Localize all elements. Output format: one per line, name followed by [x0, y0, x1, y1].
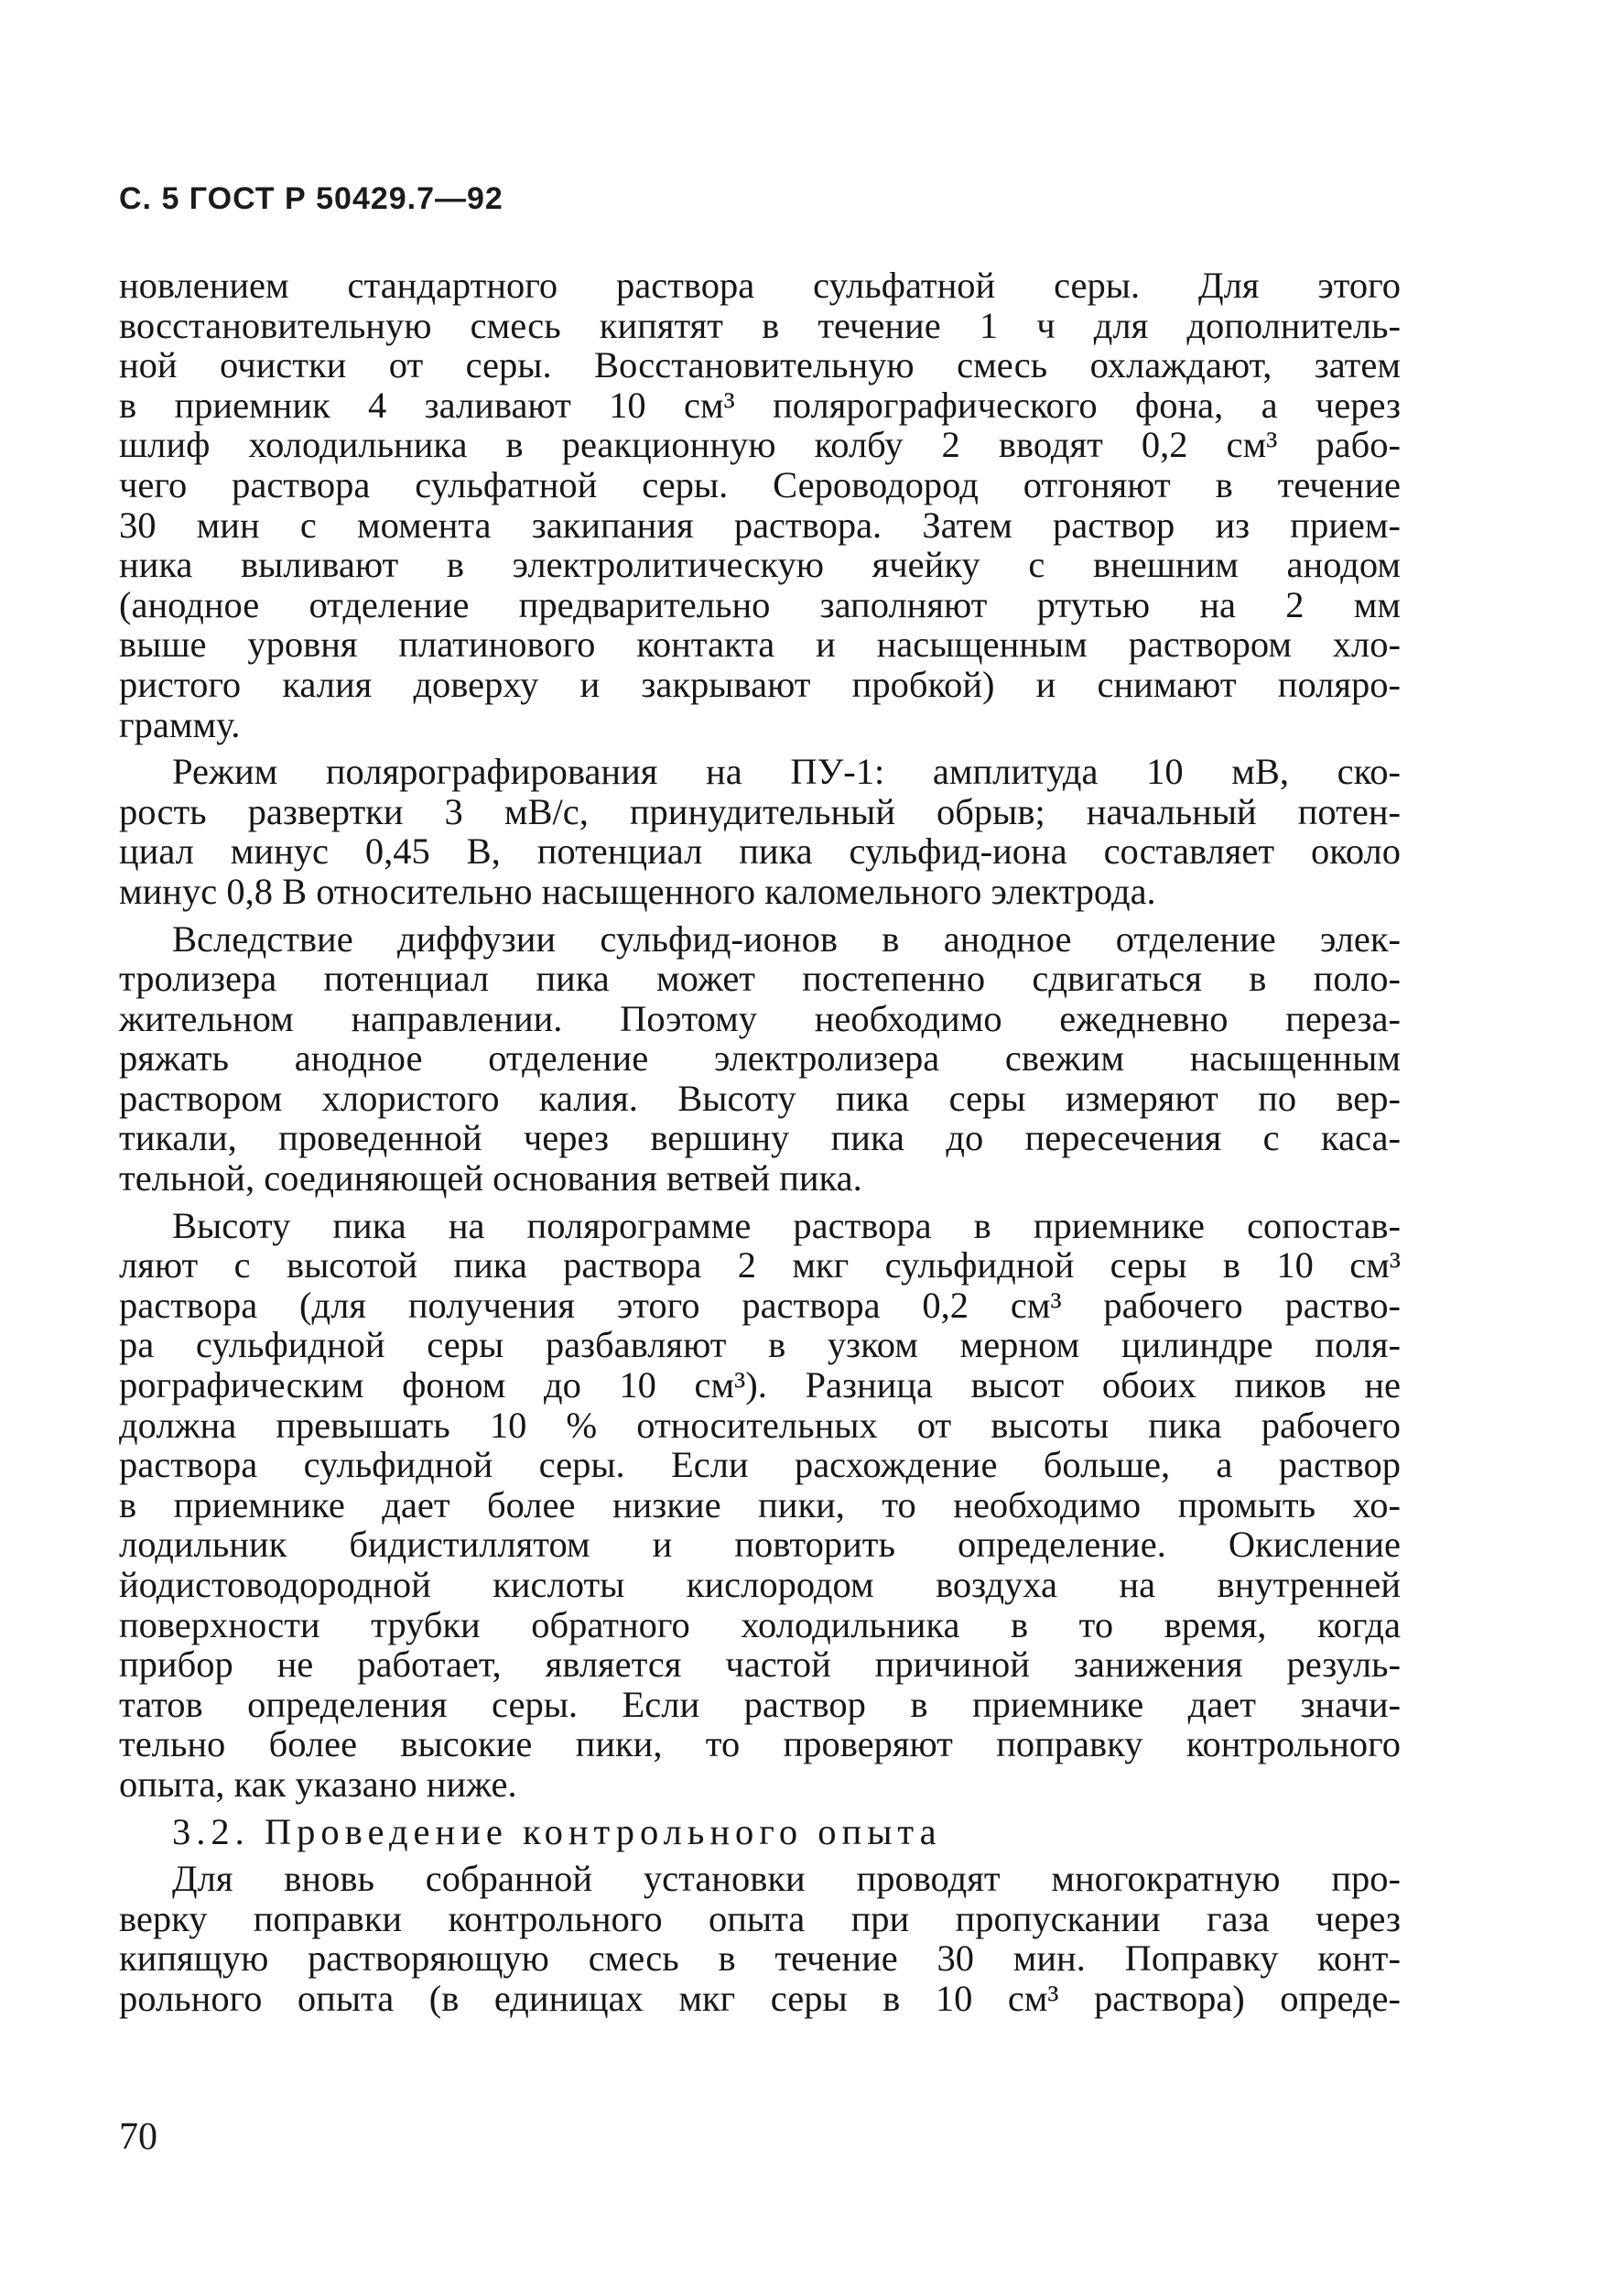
text-line: ра сульфидной серы разбавляют в узком мерном цилиндре поля-	[119, 1324, 1401, 1366]
text-line: ляют с высотой пика раствора 2 мкг сульфидной серы в 10 см³	[119, 1244, 1401, 1286]
text-line: раствором хлористого калия. Высоту пика серы измеряют по вер-	[119, 1077, 1401, 1119]
body-text	[119, 266, 1401, 2019]
text-line: жительном направлении. Поэтому необходимо ежедневно переза-	[119, 997, 1401, 1039]
text-line: должна превышать 10 % относительных от высоты пика рабочего	[119, 1404, 1401, 1446]
text-line: восстановительную смесь кипятят в течение 1 ч для дополнитель-	[119, 304, 1401, 346]
text-line: Для вновь собранной установки проводят многократную про-	[172, 1858, 1401, 1900]
text-line: циал минус 0,45 В, потенциал пика сульфид-иона составляет около	[119, 830, 1401, 873]
text-line: чего раствора сульфатной серы. Сероводород отгоняют в течение	[119, 463, 1401, 505]
page-number: 70	[119, 2116, 157, 2158]
paragraph-4	[119, 1206, 1401, 1805]
section-heading-text: 3.2. Проведение контрольного опыта	[172, 1810, 942, 1852]
text-line: рографическим фоном до 10 см³). Разница высот обоих пиков не	[119, 1364, 1401, 1406]
text-line: ной очистки от серы. Восстановительную смесь охлаждают, затем	[119, 344, 1401, 386]
text-line: минус 0,8 В относительно насыщенного каломельного электрода.	[119, 870, 1156, 912]
text-line: лодильник бидистиллятом и повторить определение. Окисление	[119, 1524, 1401, 1566]
text-line: Вследствие диффузии сульфид-ионов в анодное отделение элек-	[172, 917, 1401, 960]
text-line: тролизера потенциал пика может постепенно сдвигаться в поло-	[119, 958, 1401, 1000]
text-line: рольного опыта (в единицах мкг серы в 10 см³ раствора) опреде-	[119, 1977, 1401, 2019]
text-line: в приемнике дает более низкие пики, то необходимо промыть хо-	[119, 1483, 1401, 1525]
paragraph-5	[119, 1859, 1401, 2018]
page-header: С. 5 ГОСТ Р 50429.7—92	[119, 181, 503, 216]
text-line: ристого калия доверху и закрывают пробкой) и снимают поляро-	[119, 663, 1401, 705]
text-line: выше уровня платинового контакта и насыщенным раствором хло-	[119, 624, 1401, 666]
text-line: верку поправки контрольного опыта при пропускании газа через	[119, 1897, 1401, 1939]
text-line: новлением стандартного раствора сульфатной серы. Для этого	[119, 265, 1401, 306]
text-line: (анодное отделение предварительно заполняют ртутью на 2 мм	[119, 583, 1401, 625]
text-line: поверхности трубки обратного холодильника в то время, когда	[119, 1603, 1401, 1645]
text-line: тельно более высокие пики, то проверяют поправку контрольного	[119, 1723, 1401, 1765]
text-line: татов определения серы. Если раствор в приемнике дает значи-	[119, 1683, 1401, 1725]
text-line: тикали, проведенной через вершину пика до пересечения с каса-	[119, 1117, 1401, 1159]
text-line: грамму.	[119, 703, 241, 745]
text-line: прибор не работает, является частой причиной занижения резуль-	[119, 1644, 1401, 1686]
text-line: йодистоводородной кислоты кислородом воздуха на внутренней	[119, 1564, 1401, 1605]
text-line: шлиф холодильника в реакционную колбу 2 вводят 0,2 см³ рабо-	[119, 424, 1401, 466]
text-line: Режим полярографирования на ПУ-1: амплитуда 10 мВ, ско-	[172, 751, 1401, 793]
text-line: ряжать анодное отделение электролизера свежим насыщенным	[119, 1037, 1401, 1080]
text-line: 30 мин с момента закипания раствора. Затем раствор из прием-	[119, 504, 1401, 546]
text-line: ника выливают в электролитическую ячейку с внешним анодом	[119, 544, 1401, 586]
text-line: опыта, как указано ниже.	[119, 1763, 517, 1805]
paragraph-1	[119, 266, 1401, 744]
text-line: раствора (для получения этого раствора 0,2 см³ рабочего раство-	[119, 1284, 1401, 1326]
paragraph-3	[119, 919, 1401, 1199]
paragraph-2	[119, 752, 1401, 911]
text-line: тельной, соединяющей основания ветвей пика.	[119, 1157, 862, 1199]
text-line: кипящую растворяющую смесь в течение 30 мин. Поправку конт-	[119, 1937, 1401, 1980]
text-line: раствора сульфидной серы. Если расхождение больше, а раствор	[119, 1444, 1401, 1486]
text-line: рость развертки 3 мВ/с, принудительный обрыв; начальный потен-	[119, 790, 1401, 832]
section-heading	[119, 1812, 1401, 1852]
text-line: в приемник 4 заливают 10 см³ полярографического фона, а через	[119, 384, 1401, 426]
text-line: Высоту пика на полярограмме раствора в приемнике сопостав-	[172, 1204, 1401, 1246]
